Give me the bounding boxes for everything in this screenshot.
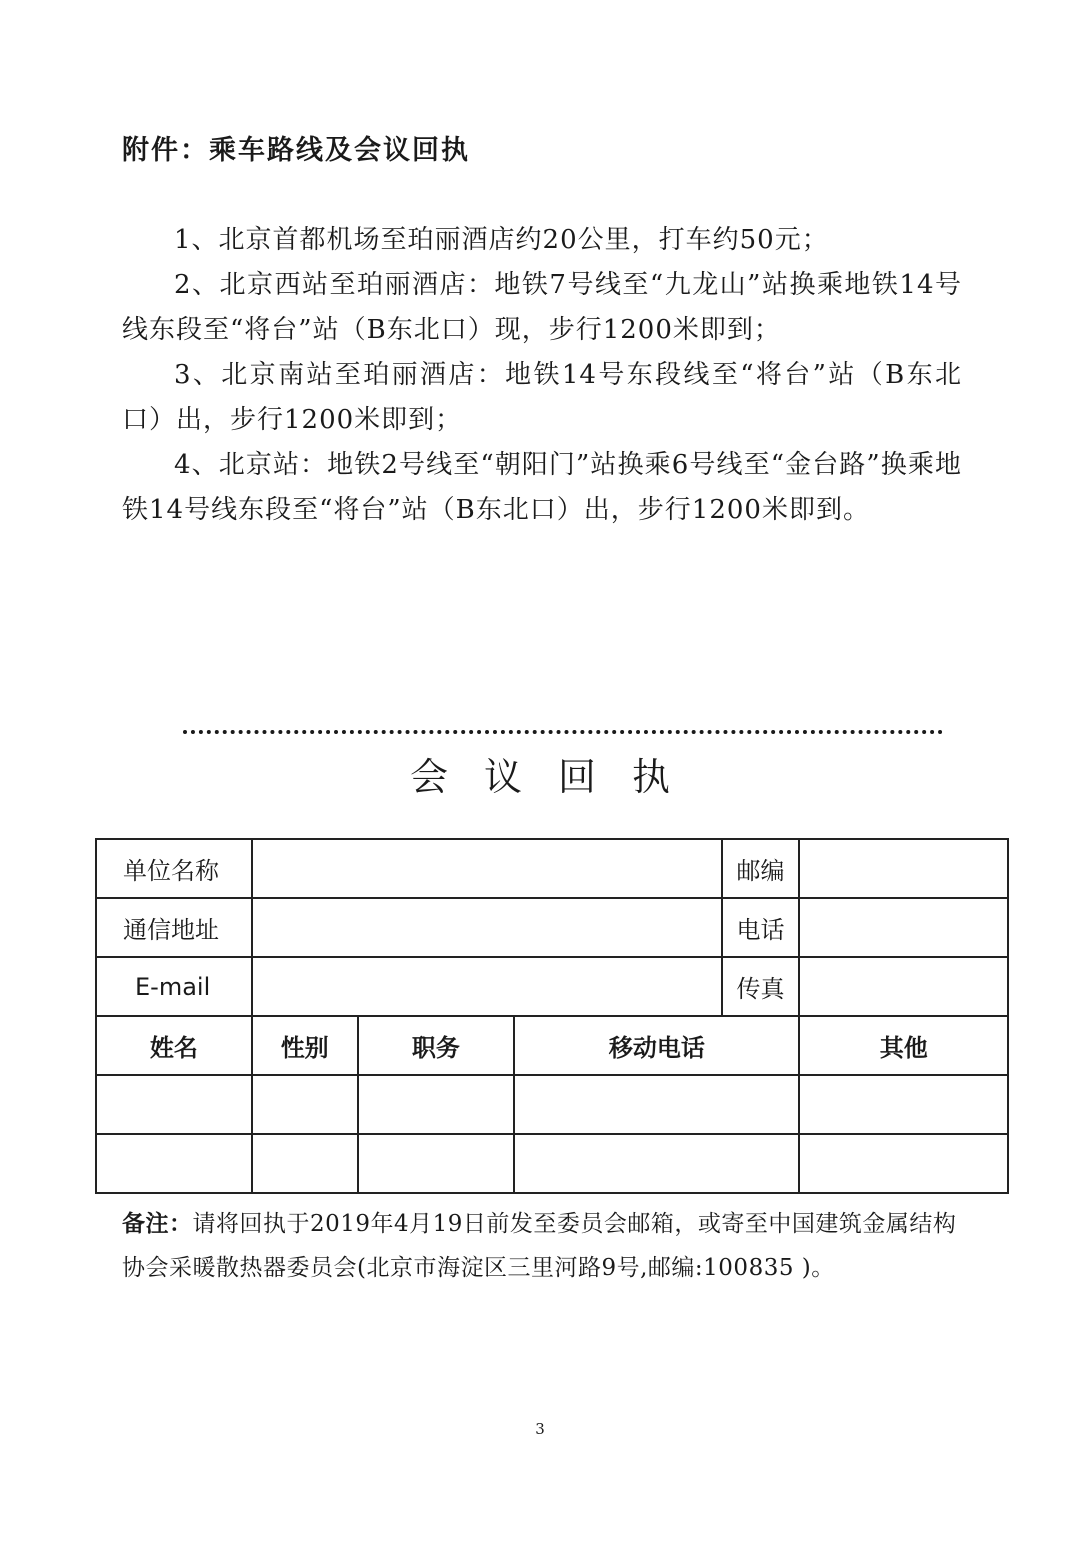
receipt-title: 会议回执	[409, 755, 706, 799]
route-item-beijing-station: 4、北京站：地铁2号线至“朝阳门”站换乘6号线至“金台路”换乘地铁14号线东段至“将台”站（B东北口）出，步行1200米即到。	[122, 450, 962, 525]
table-header-row	[96, 1016, 1008, 1075]
attendee-position-cell[interactable]	[358, 1075, 515, 1134]
route-item-airport: 1、北京首都机场至珀丽酒店约20公里，打车约50元；	[174, 225, 829, 255]
receipt-note	[122, 1202, 972, 1290]
attendee-name-cell[interactable]	[96, 1075, 252, 1134]
table-row	[96, 839, 1008, 898]
column-header-name: 姓名	[96, 1016, 252, 1075]
attendee-other-cell[interactable]	[799, 1134, 1008, 1193]
address-label: 通信地址	[96, 898, 252, 957]
route-item-west-station: 2、北京西站至珀丽酒店：地铁7号线至“九龙山”站换乘地铁14号线东段至“将台”站（B东北口）现，步行1200米即到；	[122, 270, 962, 345]
fax-label: 传真	[722, 957, 800, 1016]
table-row	[96, 957, 1008, 1016]
column-header-position: 职务	[358, 1016, 515, 1075]
attachment-title: 附件：乘车路线及会议回执	[122, 135, 470, 166]
attendee-mobile-cell[interactable]	[514, 1075, 799, 1134]
unit-name-label: 单位名称	[96, 839, 252, 898]
column-header-gender: 性别	[252, 1016, 358, 1075]
table-row	[96, 1075, 1008, 1134]
route-item-south-station: 3、北京南站至珀丽酒店：地铁14号东段线至“将台”站（B东北口）出，步行1200米即到；	[122, 360, 962, 435]
address-field[interactable]	[252, 898, 722, 957]
attendee-gender-cell[interactable]	[252, 1075, 358, 1134]
attendee-gender-cell[interactable]	[252, 1134, 358, 1193]
note-label: 备注：	[122, 1211, 193, 1237]
email-field[interactable]	[252, 957, 722, 1016]
email-label: E-mail	[96, 957, 252, 1016]
attendee-mobile-cell[interactable]	[514, 1134, 799, 1193]
postcode-label: 邮编	[722, 839, 800, 898]
attendee-position-cell[interactable]	[358, 1134, 515, 1193]
note-text: 请将回执于2019年4月19日前发至委员会邮箱，或寄至中国建筑金属结构协会采暖散热器委员会(北京市海淀区三里河路9号,邮编:100835 )。	[122, 1211, 957, 1281]
attendee-other-cell[interactable]	[799, 1075, 1008, 1134]
column-header-mobile: 移动电话	[514, 1016, 799, 1075]
cut-line-divider	[183, 730, 943, 734]
column-header-other: 其他	[799, 1016, 1008, 1075]
fax-field[interactable]	[799, 957, 1008, 1016]
postcode-field[interactable]	[799, 839, 1008, 898]
receipt-form-table	[95, 838, 1009, 1194]
attendee-name-cell[interactable]	[96, 1134, 252, 1193]
table-row	[96, 1134, 1008, 1193]
phone-label: 电话	[722, 898, 800, 957]
unit-name-field[interactable]	[252, 839, 722, 898]
table-row	[96, 898, 1008, 957]
phone-field[interactable]	[799, 898, 1008, 957]
route-list	[122, 218, 962, 533]
page-number: 3	[535, 1420, 545, 1438]
